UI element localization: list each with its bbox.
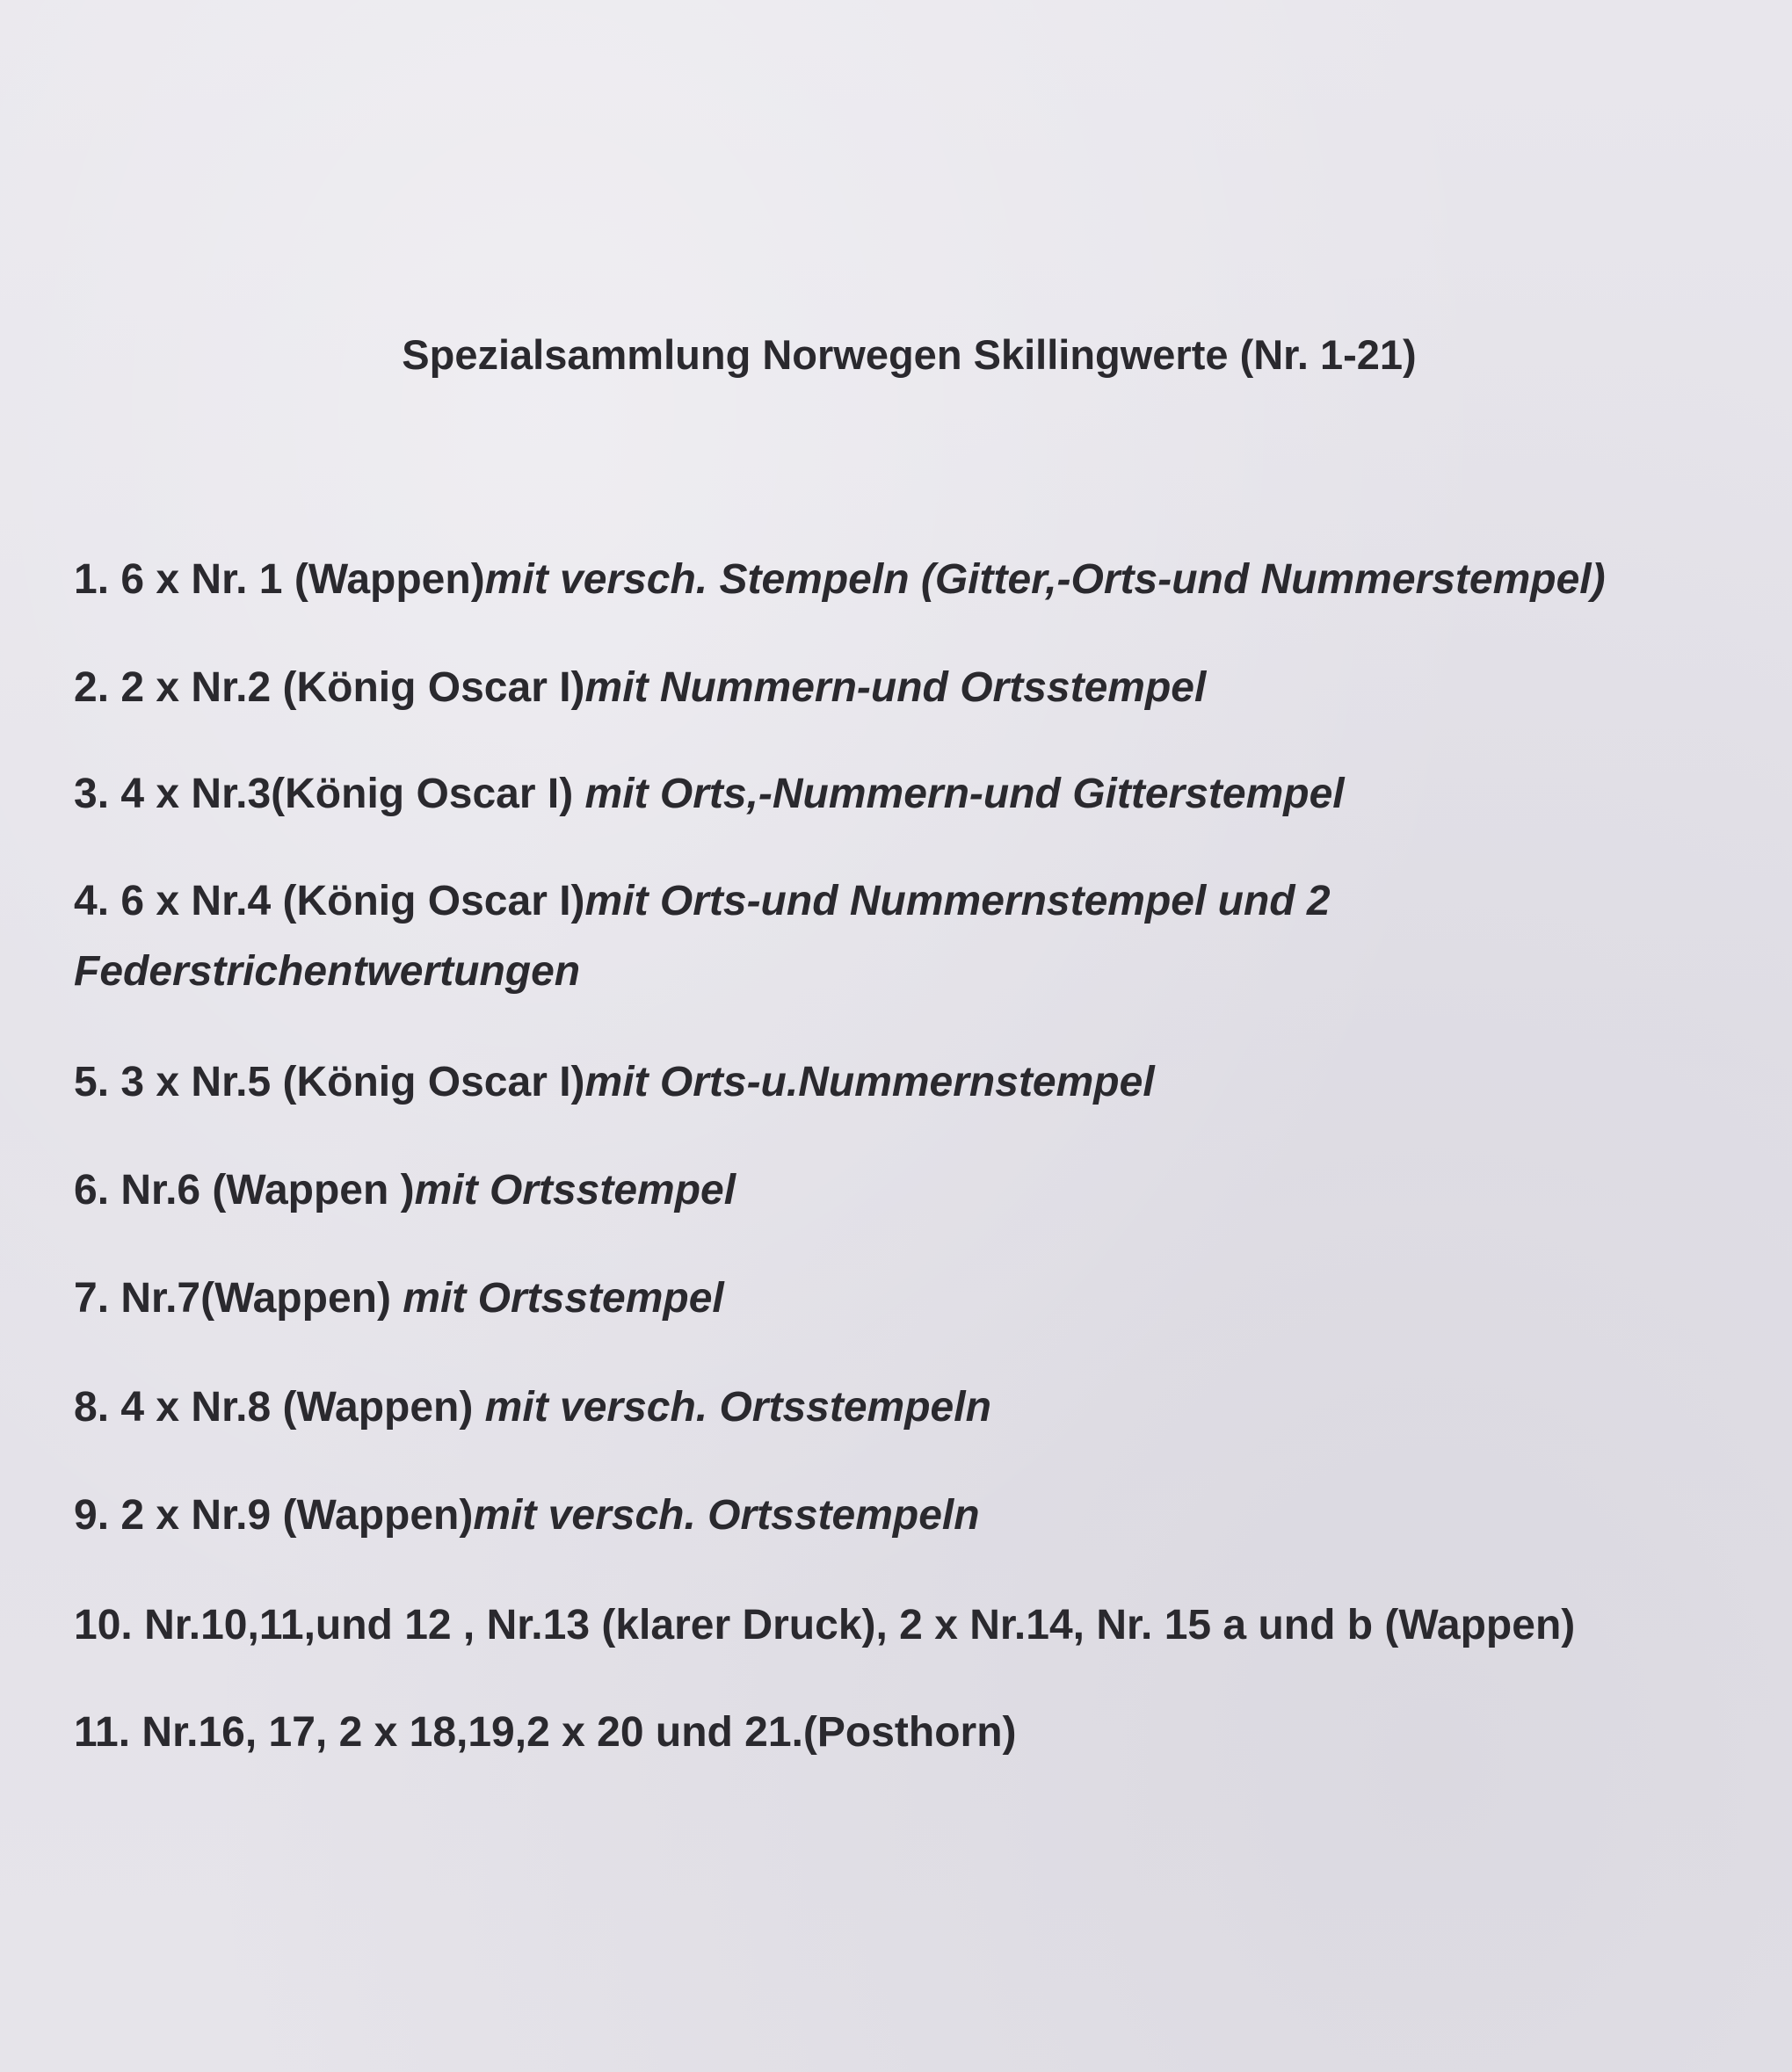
item-italic: mit Orts,-Nummern-und Gitterstempel [584,771,1345,817]
list-item [74,1264,724,1334]
item-prefix: 9. 2 x Nr.9 (Wappen) [74,1492,474,1539]
list-item [74,545,1606,615]
item-prefix: 5. 3 x Nr.5 (König Oscar I) [74,1059,585,1105]
item-prefix: 4. 6 x Nr.4 (König Oscar I) [74,878,585,924]
list-item [74,1373,991,1443]
list-item [74,759,1345,830]
item-italic: mit Nummern-und Ortsstempel [584,664,1207,711]
list-item [74,1698,1017,1768]
list-item [74,866,1445,1007]
list-item [74,653,1206,723]
item-prefix: 6. Nr.6 (Wappen ) [74,1167,415,1213]
item-italic: mit versch. Ortsstempeln [473,1492,980,1539]
item-prefix: 1. 6 x Nr. 1 (Wappen) [74,556,485,603]
item-prefix: 2. 2 x Nr.2 (König Oscar I) [74,664,585,711]
item-italic: mit Ortsstempel [403,1275,724,1322]
item-italic: mit Orts-und Nummernstempel und 2 Federstrichentwertungen [74,878,1331,995]
item-prefix: 8. 4 x Nr.8 (Wappen) [74,1384,485,1431]
item-italic: mit Ortsstempel [414,1167,736,1213]
list-item [74,1156,736,1226]
item-italic: mit versch. Stempeln (Gitter,-Orts-und Nummerstempel) [484,556,1606,603]
item-italic: mit versch. Ortsstempeln [484,1384,991,1431]
list-item [74,1481,980,1551]
item-italic: mit Orts-u.Nummernstempel [584,1059,1155,1105]
item-prefix: 10. Nr.10,11,und 12 , Nr.13 (klarer Druck), 2 x Nr.14, Nr. 15 a und b (Wappen) [74,1602,1576,1648]
list-item [74,1047,1155,1118]
page-title: Spezialsammlung Norwegen Skillingwerte (Nr. 1-21) [402,331,1417,378]
item-prefix: 11. Nr.16, 17, 2 x 18,19,2 x 20 und 21.(Posthorn) [74,1709,1017,1756]
item-prefix: 3. 4 x Nr.3(König Oscar I) [74,771,585,817]
item-prefix: 7. Nr.7(Wappen) [74,1275,403,1322]
list-item [74,1590,1575,1661]
